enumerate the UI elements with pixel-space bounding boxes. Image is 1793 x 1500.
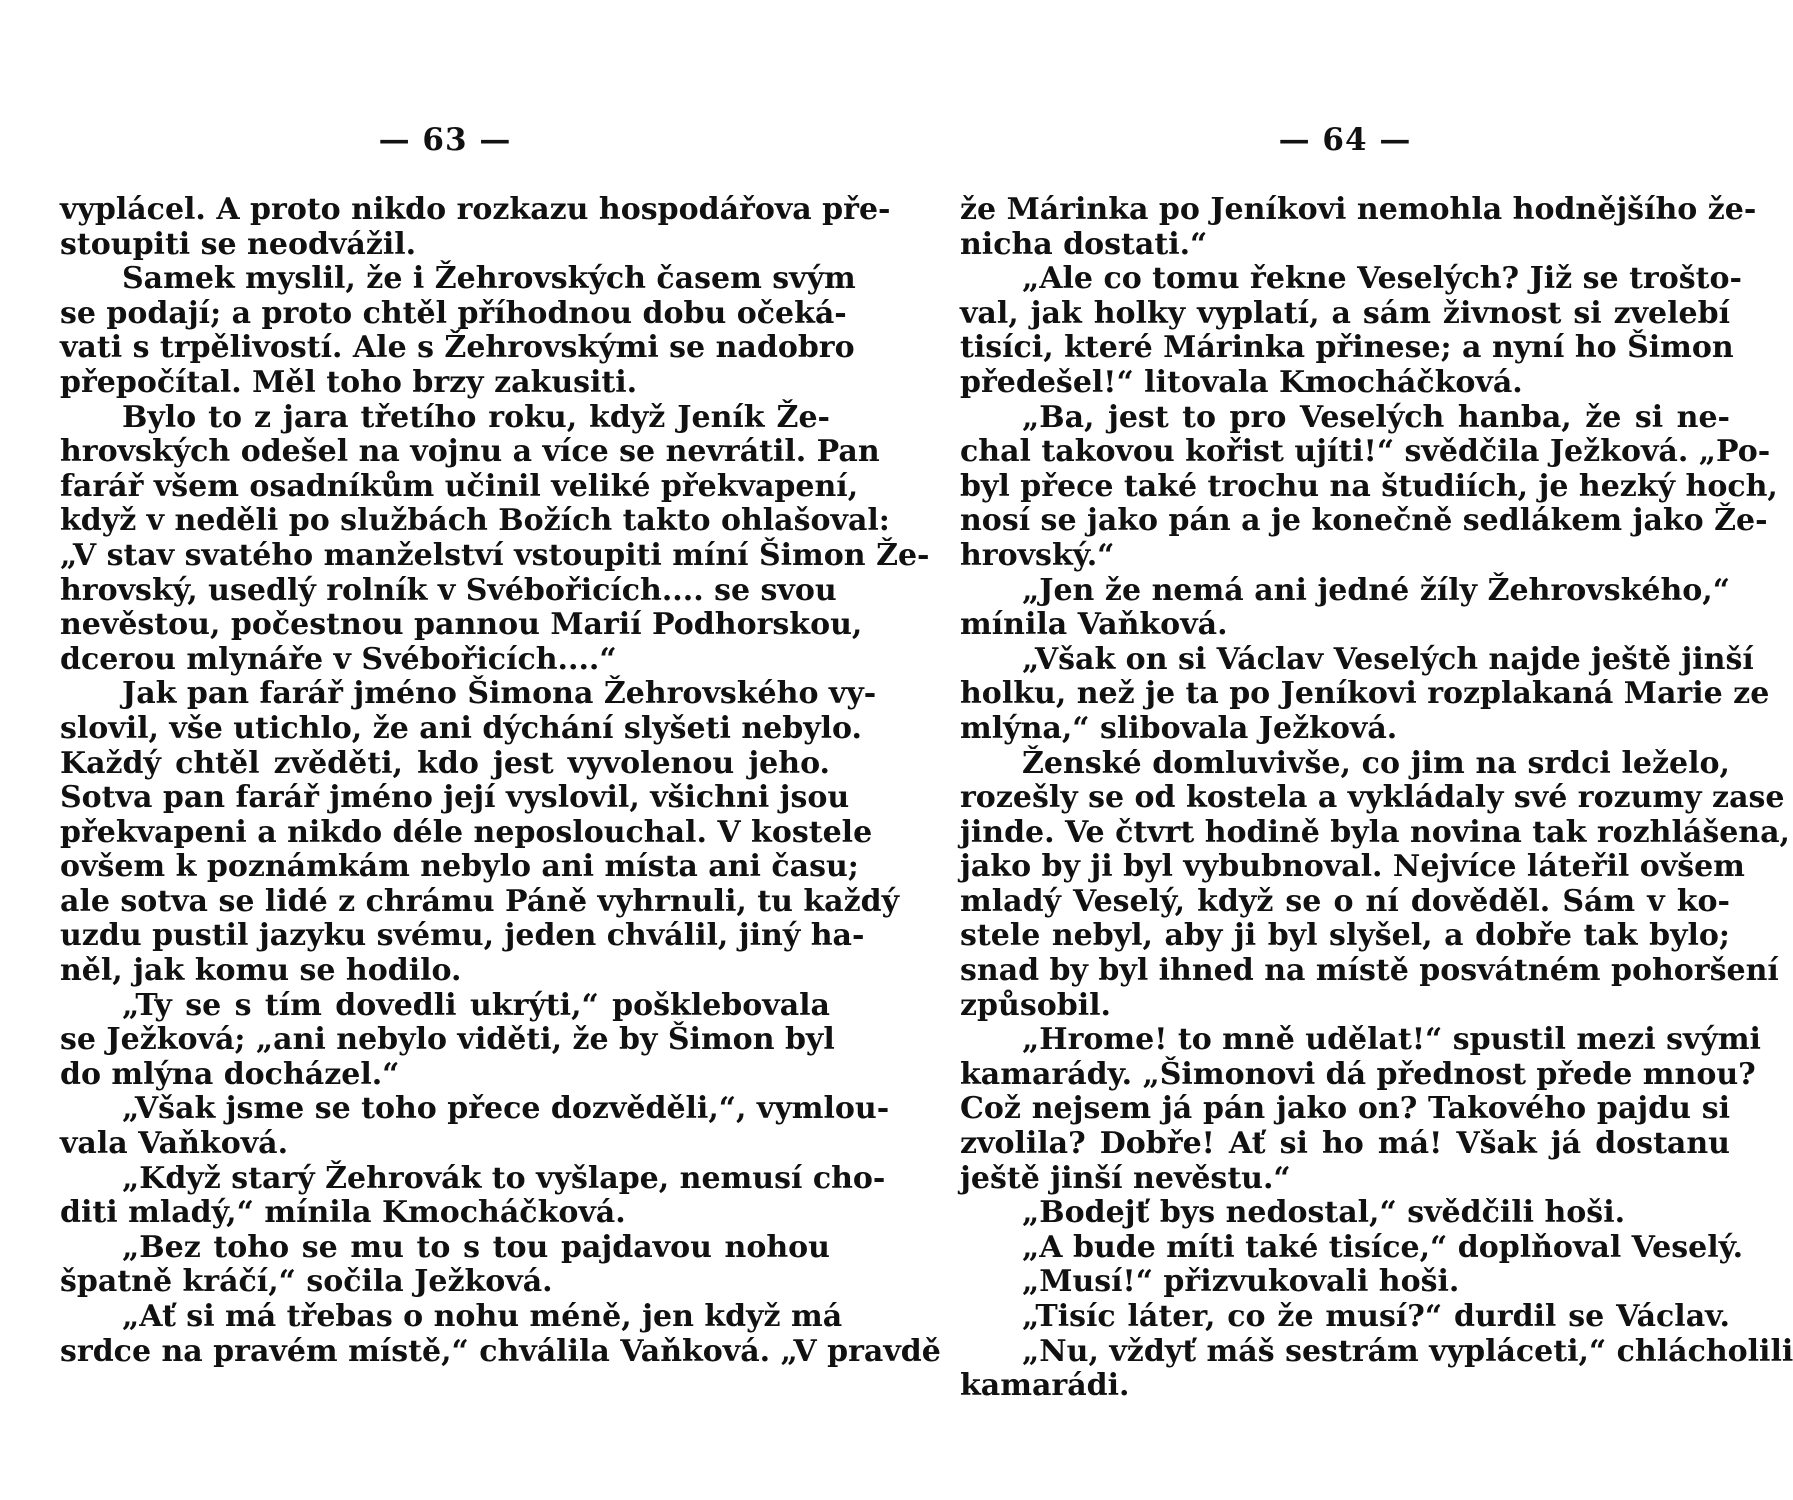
text-line: „Bodejť bys nedostal,“ svědčili hoši. <box>1022 1195 1626 1231</box>
text-line: „Tisíc láter, co že musí?“ durdil se Václav. <box>1022 1299 1730 1334</box>
text-line: Samek myslil, že i Žehrovských časem svým <box>122 261 856 297</box>
text-line: tisíci, které Márinka přinese; a nyní ho Šimon <box>960 330 1734 366</box>
text-line: stoupiti se neodvážil. <box>60 226 417 262</box>
text-line: hrovský.“ <box>960 537 1115 573</box>
right-page-text <box>960 192 1793 1404</box>
text-line: „Jen že nemá ani jedné žíly Žehrovského,“ <box>1022 572 1730 608</box>
text-line: Jak pan farář jméno Šimona Žehrovského vy- <box>122 676 877 712</box>
left-page-number: — 63 — <box>378 122 512 158</box>
text-line: přepočítal. Měl toho brzy zakusiti. <box>60 364 638 400</box>
left-page <box>60 0 941 1500</box>
text-line: ještě jinší nevěstu.“ <box>960 1160 1291 1196</box>
text-line: holku, než je ta po Jeníkovi rozplakaná Marie ze <box>960 676 1770 712</box>
text-line: mladý Veselý, když se o ní dověděl. Sám v ko- <box>960 883 1730 919</box>
text-line: kamarády. „Šimonovi dá přednost přede mnou? <box>960 1056 1756 1092</box>
text-line: „A bude míti také tisíce,“ doplňoval Veselý. <box>1022 1229 1744 1265</box>
text-line: překvapeni a nikdo déle neposlouchal. V kostele <box>60 814 873 850</box>
text-line: se Ježková; „ani nebylo viděti, že by Šimon byl <box>60 1022 835 1058</box>
text-line: nevěstou, počestnou pannou Marií Podhorskou, <box>60 607 863 643</box>
text-line: způsobil. <box>960 987 1111 1023</box>
right-page-number: — 64 — <box>1278 122 1412 158</box>
text-line: nosí se jako pán a je konečně sedlákem jako Že- <box>960 503 1768 539</box>
text-line: ale sotva se lidé z chrámu Páně vyhrnuli, tu každý <box>60 883 900 919</box>
text-line: „Ty se s tím dovedli ukrýti,“ pošklebovala <box>122 987 830 1023</box>
text-line: „Však jsme se toho přece dozvěděli,“, vymlou- <box>122 1091 890 1127</box>
text-line: vati s trpělivostí. Ale s Žehrovskými se nadobro <box>60 330 855 366</box>
text-line: mínila Vaňková. <box>960 607 1228 643</box>
text-line: něl, jak komu se hodilo. <box>60 953 462 989</box>
text-line: „Však on si Václav Veselých najde ještě jinší <box>1022 641 1754 677</box>
text-line: mlýna,“ slibovala Ježková. <box>960 710 1398 746</box>
text-line: když v neděli po službách Božích takto ohlašoval: <box>60 503 890 539</box>
text-line: ovšem k poznámkám nebylo ani místa ani času; <box>60 849 859 885</box>
text-line: Ženské domluvivše, co jim na srdci leželo, <box>1022 745 1730 781</box>
text-line: zvolila? Dobře! Ať si ho má! Však já dostanu <box>960 1126 1730 1162</box>
text-line: „Ale co tomu řekne Veselých? Již se trošto- <box>1022 261 1742 297</box>
text-line: jako by ji byl vybubnoval. Nejvíce láteřil ovšem <box>960 849 1745 885</box>
text-line: hrovských odešel na vojnu a více se nevrátil. Pan <box>60 434 880 470</box>
text-line: „Ať si má třebas o nohu méně, jen když má <box>122 1299 843 1334</box>
text-line: Bylo to z jara třetího roku, když Jeník Že- <box>122 399 830 435</box>
text-line: Což nejsem já pán jako on? Takového pajdu si <box>960 1091 1730 1127</box>
text-line: že Márinka po Jeníkovi nemohla hodnějšího že- <box>960 192 1757 227</box>
text-line: Sotva pan farář jméno její vyslovil, všichni jsou <box>60 780 850 816</box>
text-line: uzdu pustil jazyku svému, jeden chválil, jiný ha- <box>60 918 865 954</box>
text-line: val, jak holky vyplatí, a sám živnost si zvelebí <box>960 295 1730 331</box>
text-line: vala Vaňková. <box>60 1126 289 1162</box>
text-line: diti mladý,“ mínila Kmocháčková. <box>60 1195 626 1231</box>
text-line: „Nu, vždyť máš sestrám vypláceti,“ chlácholili <box>1022 1333 1793 1369</box>
right-page <box>960 0 1793 1500</box>
text-line: kamarádi. <box>960 1368 1130 1404</box>
text-line: „Bez toho se mu to s tou pajdavou nohou <box>122 1229 830 1265</box>
left-page-text <box>60 192 941 1369</box>
text-line: farář všem osadníkům učinil veliké překvapení, <box>60 468 859 504</box>
text-line: „Musí!“ přizvukovali hoši. <box>1022 1264 1460 1300</box>
text-line: stele nebyl, aby ji byl slyšel, a dobře tak bylo; <box>960 918 1730 954</box>
text-line: předešel!“ litovala Kmocháčková. <box>960 364 1523 400</box>
text-line: „V stav svatého manželství vstoupiti míní Šimon Že- <box>60 537 930 573</box>
text-line: do mlýna docházel.“ <box>60 1056 400 1092</box>
text-line: dcerou mlynáře v Svébořicích....“ <box>60 641 617 677</box>
text-line: špatně kráčí,“ sočila Ježková. <box>60 1264 553 1300</box>
text-line: Každý chtěl zvěděti, kdo jest vyvolenou jeho. <box>60 745 830 781</box>
text-line: nicha dostati.“ <box>960 226 1208 262</box>
text-line: hrovský, usedlý rolník v Svébořicích.... se svou <box>60 572 837 608</box>
text-line: „Když starý Žehrovák to vyšlape, nemusí cho- <box>122 1160 886 1196</box>
text-line: se podají; a proto chtěl příhodnou dobu očeká- <box>60 295 847 331</box>
text-line: srdce na pravém místě,“ chválila Vaňková. „V pravdě <box>60 1333 941 1369</box>
text-line: rozešly se od kostela a vykládaly své rozumy zase <box>960 780 1785 816</box>
text-line: byl přece také trochu na študiích, je hezký hoch, <box>960 468 1778 504</box>
text-line: „Hrome! to mně udělat!“ spustil mezi svými <box>1022 1022 1761 1058</box>
text-line: vyplácel. A proto nikdo rozkazu hospodářova pře- <box>60 192 891 227</box>
text-line: snad by byl ihned na místě posvátném pohoršení <box>960 953 1779 989</box>
text-line: slovil, vše utichlo, že ani dýchání slyšeti nebylo. <box>60 710 862 746</box>
text-line: jinde. Ve čtvrt hodině byla novina tak rozhlášena, <box>960 814 1790 850</box>
text-line: chal takovou kořist ujíti!“ svědčila Ježková. „Po- <box>960 434 1771 470</box>
text-line: „Ba, jest to pro Veselých hanba, že si ne- <box>1022 399 1730 435</box>
